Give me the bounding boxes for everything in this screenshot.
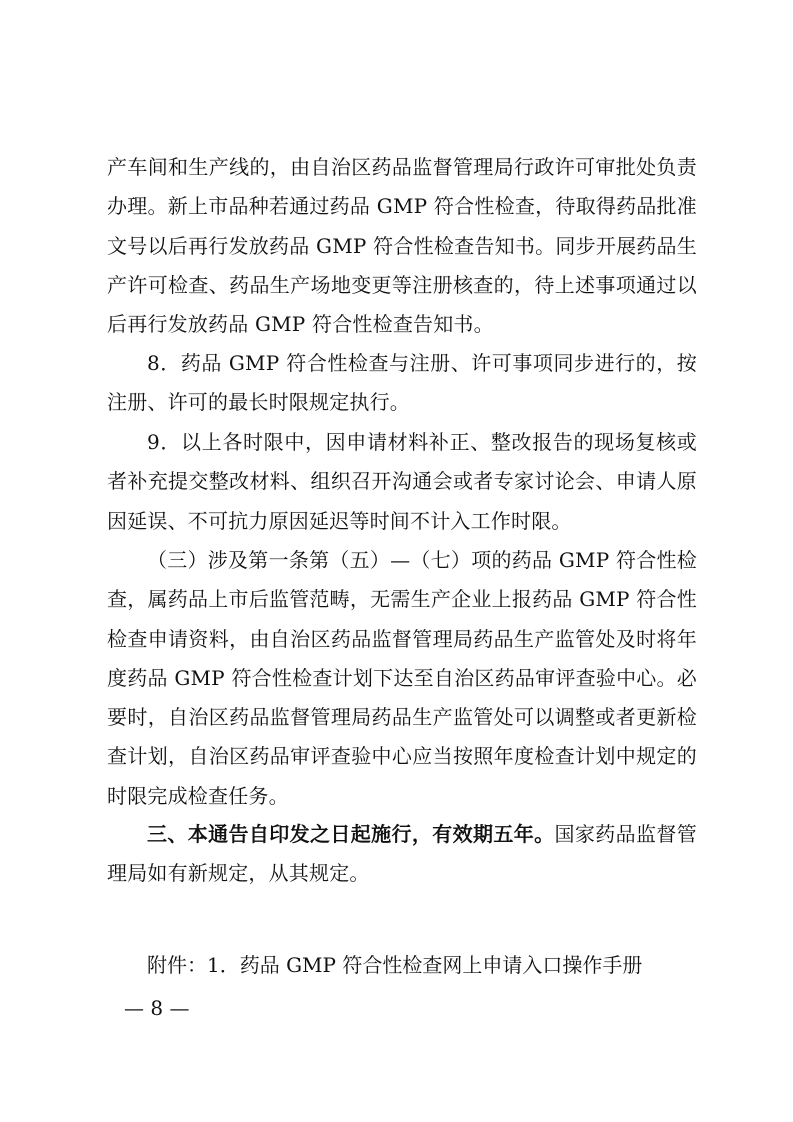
section-3-text: 国家药品监督管理局如有新规定，从其规定。: [107, 822, 698, 886]
page-number: — 8 —: [124, 996, 190, 1020]
paragraph-item-8: 8．药品 GMP 符合性检查与注册、许可事项同步进行的，按注册、许可的最长时限规定执行。: [107, 351, 697, 415]
section-3-heading: 三、本通告自印发之日起施行，有效期五年。: [147, 822, 555, 846]
paragraph-section-3: [107, 815, 697, 894]
paragraph-subsection-3: （三）涉及第一条第（五）—（七）项的药品 GMP 符合性检查，属药品上市后监管范畴，无需生产企业上报药品 GMP 符合性检查申请资料，由自治区药品监督管理局药品生产监管处及时将年度药品 GMP 符合性检查计划下达至自治区药品审评查验中心。必要时，自治区药品监督管理局药品生产监管处可以调整或者更新检查计划，自治区药品审评查验中心应当按照年度检查计划中规定的时限完成检查任务。: [107, 548, 697, 808]
attachment-line: 附件：1．药品 GMP 符合性检查网上申请入口操作手册: [147, 953, 643, 977]
paragraph-item-9: 9．以上各时限中，因申请材料补正、整改报告的现场复核或者补充提交整改材料、组织召开沟通会或者专家讨论会、申请人原因延误、不可抗力原因延迟等时间不计入工作时限。: [107, 430, 697, 533]
paragraph-approval-procedure: 产车间和生产线的，由自治区药品监督管理局行政许可审批处负责办理。新上市品种若通过药品 GMP 符合性检查，待取得药品批准文号以后再行发放药品 GMP 符合性检查告知书。同步开展药品生产许可检查、药品生产场地变更等注册核查的，待上述事项通过以后再行发放药品 GMP 符合性检查告知书。: [107, 155, 697, 337]
